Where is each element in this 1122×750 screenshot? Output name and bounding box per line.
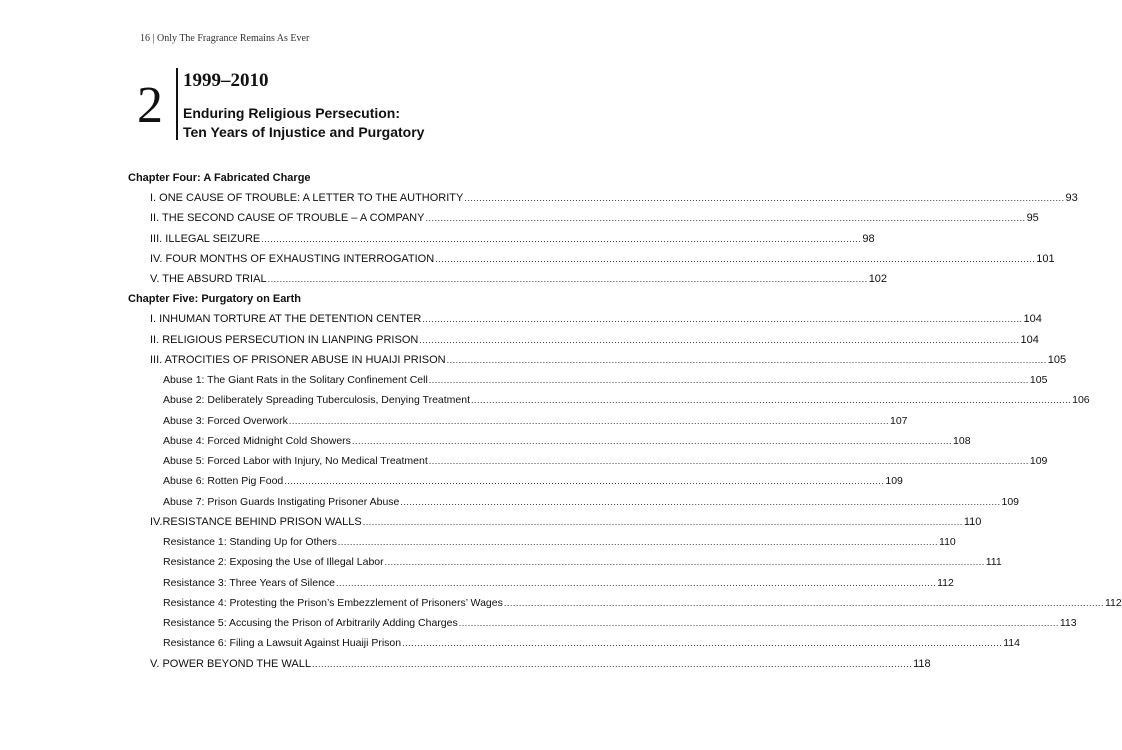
chapter-heading: Chapter Four: A Fabricated Charge (128, 172, 311, 184)
toc-entry-title: III. ILLEGAL SEIZURE (150, 232, 261, 245)
dot-leader: ........................................................................................................................................................................................................ (419, 334, 1020, 345)
toc-entry[interactable] (163, 532, 956, 552)
toc-entry[interactable] (150, 229, 875, 249)
toc-entry-title: Abuse 6: Rotten Pig Food (163, 475, 284, 488)
dot-leader: ........................................................................................................................................................................................................ (471, 395, 1072, 406)
dot-leader: ........................................................................................................................................................................................................ (384, 557, 985, 568)
toc-entry-page: 106 (1072, 394, 1090, 407)
toc-entry-title: III. ATROCITIES OF PRISONER ABUSE IN HUAIJI PRISON (150, 353, 446, 366)
part-number: 2 (137, 77, 163, 134)
toc-entry-title: Abuse 7: Prison Guards Instigating Prisoner Abuse (163, 495, 400, 508)
dot-leader: ........................................................................................................................................................................................................ (284, 476, 885, 487)
dot-leader: ........................................................................................................................................................................................................ (400, 496, 1001, 507)
toc-entry-page: 109 (1001, 495, 1020, 508)
dot-leader: ........................................................................................................................................................................................................ (458, 618, 1059, 628)
toc-entry-title: Resistance 6: Filing a Lawsuit Against Huaiji Prison (163, 637, 402, 650)
toc-entry-title: V. THE ABSURD TRIAL (150, 273, 267, 285)
toc-entry-title: Resistance 2: Exposing the Use of Illegal Labor (163, 556, 384, 569)
toc-entry[interactable] (150, 269, 888, 289)
toc-entry-page: 98 (862, 232, 875, 245)
toc-entry-page: 113 (1059, 617, 1077, 629)
toc-entry-page: 108 (953, 434, 971, 447)
toc-entry[interactable] (163, 411, 908, 431)
dot-leader: ........................................................................................................................................................................................................ (422, 314, 1023, 325)
toc-entry[interactable] (150, 309, 1042, 329)
toc-entry-title: Abuse 1: The Giant Rats in the Solitary Confinement Cell (163, 374, 428, 386)
toc-entry[interactable] (150, 249, 1055, 269)
toc-entry[interactable] (163, 573, 954, 593)
dot-leader: ........................................................................................................................................................................................................ (261, 233, 862, 244)
toc-entry[interactable] (163, 613, 1077, 633)
toc-entry[interactable] (150, 654, 931, 674)
table-of-contents (128, 168, 1122, 674)
dot-leader: ........................................................................................................................................................................................................ (311, 658, 913, 669)
toc-entry-page: 102 (868, 273, 888, 285)
toc-entry[interactable] (150, 350, 1067, 370)
toc-entry[interactable] (163, 370, 1048, 390)
toc-entry[interactable] (163, 471, 903, 491)
toc-entry-page: 107 (890, 414, 908, 427)
dot-leader: ........................................................................................................................................................................................................ (336, 577, 937, 588)
toc-entry[interactable] (150, 512, 982, 532)
dot-leader: ........................................................................................................................................................................................................ (337, 537, 939, 547)
toc-entry-title: I. INHUMAN TORTURE AT THE DETENTION CENTER (150, 313, 422, 326)
toc-entry-title: Resistance 1: Standing Up for Others (163, 536, 337, 548)
toc-entry-title: Resistance 3: Three Years of Silence (163, 576, 335, 589)
dot-leader: ........................................................................................................................................................................................................ (435, 253, 1036, 264)
toc-entry[interactable] (163, 633, 1020, 653)
toc-entry-page: 118 (913, 657, 931, 670)
toc-entry-title: IV. FOUR MONTHS OF EXHAUSTING INTERROGATION (150, 252, 435, 265)
toc-entry[interactable] (163, 431, 971, 451)
toc-entry-page: 105 (1029, 374, 1048, 386)
toc-entry-title: Abuse 3: Forced Overwork (163, 414, 288, 427)
toc-entry[interactable] (163, 552, 1002, 572)
toc-entry-page: 101 (1036, 252, 1055, 265)
toc-entry[interactable] (163, 451, 1048, 471)
toc-entry-page: 109 (1029, 455, 1048, 467)
toc-entry-page: 110 (939, 536, 956, 548)
toc-entry-page: 109 (885, 475, 903, 488)
toc-entry-page: 95 (1026, 212, 1039, 225)
toc-entry-title: Abuse 2: Deliberately Spreading Tuberculosis, Denying Treatment (163, 394, 471, 407)
toc-entry-page: 112 (937, 576, 954, 589)
dot-leader: ........................................................................................................................................................................................................ (503, 597, 1104, 608)
dot-leader: ........................................................................................................................................................................................................ (464, 193, 1065, 203)
toc-entry-page: 112 (1104, 596, 1122, 609)
toc-entry[interactable] (150, 188, 1078, 208)
part-title-line-1: Enduring Religious Persecution: (183, 105, 401, 121)
chapter-heading: Chapter Five: Purgatory on Earth (128, 293, 301, 306)
toc-entry-page: 104 (1023, 313, 1042, 326)
dot-leader: ........................................................................................................................................................................................................ (425, 213, 1026, 224)
dot-leader: ........................................................................................................................................................................................................ (428, 375, 1029, 385)
toc-entry[interactable] (163, 593, 1122, 613)
toc-entry[interactable] (163, 492, 1020, 512)
toc-entry-page: 93 (1065, 192, 1078, 204)
part-years: 1999–2010 (183, 70, 269, 91)
toc-entry[interactable] (163, 390, 1090, 410)
dot-leader: ........................................................................................................................................................................................................ (267, 274, 868, 284)
dot-leader: ........................................................................................................................................................................................................ (362, 516, 963, 527)
toc-entry-page: 111 (985, 556, 1002, 569)
toc-entry-title: IV.RESISTANCE BEHIND PRISON WALLS (150, 515, 362, 528)
dot-leader: ........................................................................................................................................................................................................ (402, 638, 1003, 649)
dot-leader: ........................................................................................................................................................................................................ (288, 415, 889, 426)
toc-entry-title: V. POWER BEYOND THE WALL (150, 657, 311, 670)
part-title (183, 104, 424, 142)
dot-leader: ........................................................................................................................................................................................................ (351, 435, 953, 446)
toc-entry-page: 110 (963, 515, 982, 528)
toc-entry-title: I. ONE CAUSE OF TROUBLE: A LETTER TO THE AUTHORITY (150, 192, 464, 204)
toc-entry-page: 105 (1047, 353, 1067, 366)
toc-entry-page: 114 (1003, 637, 1020, 650)
dot-leader: ........................................................................................................................................................................................................ (428, 456, 1029, 466)
running-head: 16 | Only The Fragrance Remains As Ever (140, 33, 310, 44)
toc-entry-title: Abuse 4: Forced Midnight Cold Showers (163, 434, 351, 447)
toc-entry-page: 104 (1020, 333, 1039, 346)
part-divider-rule (176, 68, 178, 140)
dot-leader: ........................................................................................................................................................................................................ (446, 354, 1047, 365)
toc-entry-title: Resistance 5: Accusing the Prison of Arbitrarily Adding Charges (163, 617, 458, 629)
toc-entry-title: Abuse 5: Forced Labor with Injury, No Medical Treatment (163, 455, 428, 467)
toc-entry-title: II. THE SECOND CAUSE OF TROUBLE – A COMPANY (150, 212, 425, 225)
toc-entry[interactable] (150, 208, 1039, 228)
part-title-line-2: Ten Years of Injustice and Purgatory (183, 124, 425, 140)
toc-entry[interactable] (150, 330, 1039, 350)
toc-entry-title: Resistance 4: Protesting the Prison’s Embezzlement of Prisoners’ Wages (163, 596, 503, 609)
toc-entry-title: II. RELIGIOUS PERSECUTION IN LIANPING PRISON (150, 333, 419, 346)
